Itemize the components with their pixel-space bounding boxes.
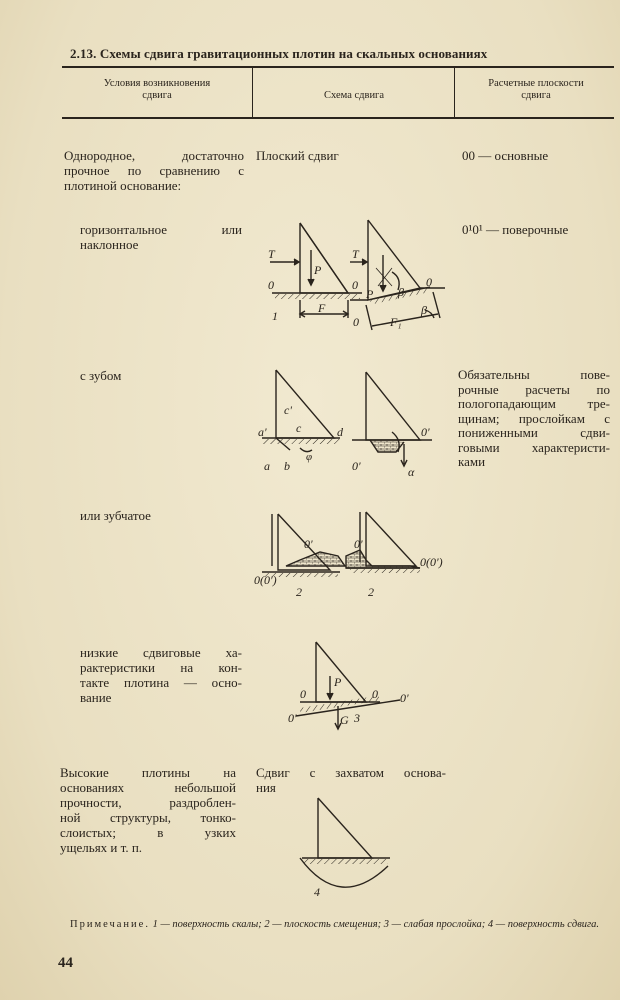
page-number: 44: [58, 955, 73, 971]
label-c-prime: c': [284, 403, 292, 417]
label-T: T: [268, 247, 275, 261]
label-2-2: 2: [368, 585, 374, 599]
row6-conditions: Высокие плотины на основаниях небольшой прочности, раздроблен- ной структуры, тонко- слоистых; в узких ущельях и т. п.: [60, 765, 236, 855]
label-0-5: 0: [300, 687, 306, 701]
label-0-prime-4: 0': [354, 537, 363, 551]
row6-scheme-label: Сдвиг с захватом основа- ния: [256, 765, 446, 795]
diagram-tooth-shear: [262, 370, 340, 452]
label-T2: T: [352, 247, 359, 261]
label-F1: F₁: [390, 315, 402, 329]
label-c: c: [296, 421, 302, 435]
footnote-text: 1 — поверхность скалы; 2 — плоскость смещения; 3 — слабая прослойка; 4 — поверхность сдвига.: [152, 919, 600, 930]
label-0-4: 0: [426, 275, 432, 289]
label-0-prime-6: 0': [288, 711, 297, 725]
row1-conditions: Однородное, достаточно прочное по сравнению с плотиной основание:: [64, 148, 244, 193]
label-0-prime-3: 0': [304, 537, 313, 551]
footnote: [70, 918, 610, 931]
row5-conditions: низкие сдвиговые ха- рактеристики на кон- такте плотина — осно- вание: [80, 645, 242, 705]
label-beta: β: [398, 285, 404, 299]
header-conditions: Условия возникновения сдвига: [103, 78, 211, 101]
label-0-prime: 0': [421, 425, 430, 439]
label-a: a: [264, 459, 270, 473]
label-4: 4: [314, 885, 320, 899]
label-00prime-2: 0(0'): [420, 555, 443, 569]
row1-scheme-label: Плоский сдвиг: [256, 148, 339, 163]
row2-conditions: горизонтальное или наклонное: [80, 222, 242, 252]
label-G: G: [340, 713, 349, 727]
label-alpha: α: [408, 465, 415, 479]
row3-planes: Обязательны пове- рочные расчеты по пологопадающим тре- щинам; прослойкам с пониженными сдви- говыми характеристи- ками: [458, 367, 610, 469]
header-planes: Расчетные плоскости сдвига: [488, 78, 584, 101]
label-0-prime-2: 0': [352, 459, 361, 473]
label-1: 1: [272, 309, 278, 323]
label-0-2: 0: [352, 278, 358, 292]
table-title: 2.13. Схемы сдвига гравитационных плотин на скальных основаниях: [70, 46, 488, 61]
label-beta2: β: [421, 303, 427, 317]
row4-conditions: или зубчатое: [80, 508, 151, 523]
label-0-6: 0: [372, 687, 378, 701]
label-phi: φ: [306, 451, 313, 463]
footnote-label: Примечание.: [70, 919, 150, 930]
row1-planes: 00 — основные: [462, 148, 549, 163]
diagram-base-capture: [300, 798, 390, 887]
label-0: 0: [268, 278, 274, 292]
label-2: 2: [296, 585, 302, 599]
label-F: F: [318, 301, 326, 315]
header-scheme: Схема сдвига: [323, 90, 385, 101]
label-b: b: [284, 459, 290, 473]
label-0-prime-5: 0': [400, 691, 409, 705]
label-0-3: 0: [353, 315, 359, 329]
label-3: 3: [354, 711, 360, 725]
row2-planes: 0¹0¹ — поверочные: [462, 222, 569, 237]
label-P: P: [314, 263, 322, 277]
label-P3: P: [334, 675, 342, 689]
label-P2: P: [366, 287, 374, 301]
label-d: d: [337, 425, 343, 439]
label-00prime: 0(0'): [254, 573, 277, 587]
row3-conditions: с зубом: [80, 368, 122, 383]
diagram-tooth-shear-crack: [352, 372, 432, 466]
label-a-prime: a': [258, 425, 267, 439]
